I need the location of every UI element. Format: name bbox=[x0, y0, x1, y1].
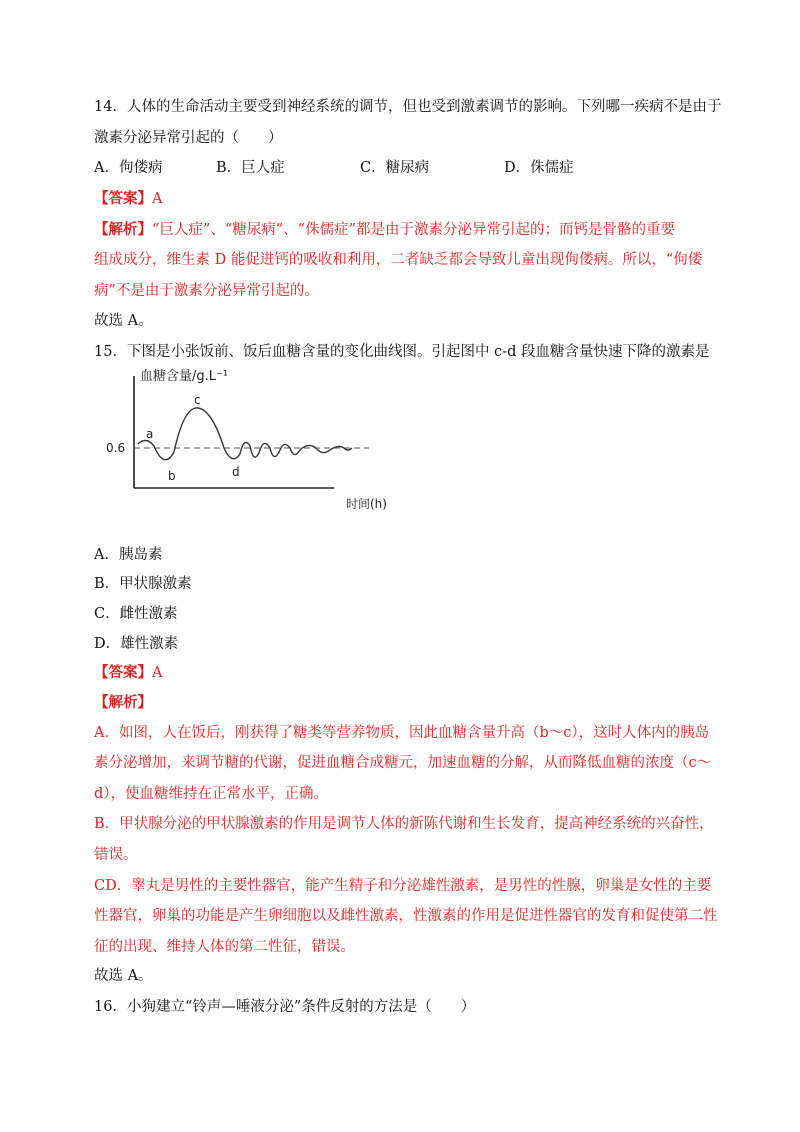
q15-analysis-a-line1: A．如图，人在饭后，刚获得了糖类等营养物质，因此血糖含量升高（b～c），这时人体内的胰岛 bbox=[94, 725, 710, 741]
q15-analysis-tag: 【解析】 bbox=[94, 694, 152, 711]
q15-analysis-a-line3: d），使血糖维持在正常水平，正确。 bbox=[94, 786, 329, 802]
point-label-d: d bbox=[232, 465, 240, 479]
q14-option-d: D．侏儒症 bbox=[504, 160, 574, 176]
analysis-tag: 【解析】 bbox=[94, 221, 152, 238]
q14-analysis-line2: 组成成分，维生素 D 能促进钙的吸收和利用，二者缺乏都会导致儿童出现佝偻病。所以，“佝偻 bbox=[94, 252, 703, 268]
graph-xlabel: 时间(h) bbox=[346, 497, 387, 511]
graph-ylabel: 血糖含量/g.L⁻¹ bbox=[140, 369, 229, 384]
q15-analysis-cd-line2: 性器官，卵巢的功能是产生卵细胞以及雌性激素，性激素的作用是促进性器官的发育和促使第二性 bbox=[94, 908, 718, 924]
analysis-text: “巨人症”、“糖尿病”、“侏儒症”都是由于激素分泌异常引起的；而钙是骨骼的重要 bbox=[152, 222, 675, 238]
blood-sugar-curve bbox=[138, 408, 352, 460]
point-label-a: a bbox=[146, 427, 154, 441]
q14-analysis-line1 bbox=[94, 220, 675, 240]
graph-y-tick: 0.6 bbox=[106, 441, 126, 455]
q15-option-b: B．甲状腺激素 bbox=[94, 576, 192, 592]
blood-sugar-graph bbox=[94, 366, 404, 518]
q15-analysis-cd-line1: CD．睾丸是男性的主要性器官，能产生精子和分泌雄性激素，是男性的性腺，卵巢是女性的主要 bbox=[94, 878, 712, 894]
q14-stem-line1: 14．人体的生命活动主要受到神经系统的调节，但也受到激素调节的影响。下列哪一疾病不是由于 bbox=[94, 99, 722, 115]
q15-option-a: A．胰岛素 bbox=[94, 547, 163, 563]
answer-value: A bbox=[152, 191, 163, 207]
answer-tag: 【答案】 bbox=[94, 190, 152, 207]
q15-option-d: D．雄性激素 bbox=[94, 636, 179, 652]
q16-stem: 16．小狗建立“铃声—唾液分泌”条件反射的方法是（ ） bbox=[94, 999, 476, 1015]
q15-conclusion: 故选 A。 bbox=[94, 968, 153, 984]
q15-stem: 15．下图是小张饭前、饭后血糖含量的变化曲线图。引起图中 c-d 段血糖含量快速下降的激素是 bbox=[94, 344, 710, 360]
q14-option-a: A．佝偻病 bbox=[94, 160, 163, 176]
q14-analysis-line3: 病”不是由于激素分泌异常引起的。 bbox=[94, 283, 319, 299]
q14-options bbox=[94, 158, 574, 178]
q15-analysis-cd-line3: 征的出现、维持人体的第二性征，错误。 bbox=[94, 939, 355, 955]
answer-tag: 【答案】 bbox=[94, 664, 152, 681]
q15-option-c: C．雌性激素 bbox=[94, 606, 178, 622]
q15-analysis-a-line2: 素分泌增加，来调节糖的代谢，促进血糖合成糖元，加速血糖的分解，从而降低血糖的浓度（c～ bbox=[94, 755, 712, 771]
q14-option-b: B．巨人症 bbox=[216, 160, 285, 176]
q14-option-c: C．糖尿病 bbox=[360, 160, 430, 176]
q14-answer bbox=[94, 189, 162, 209]
q14-conclusion: 故选 A。 bbox=[94, 313, 153, 329]
point-label-b: b bbox=[168, 469, 176, 483]
q15-answer bbox=[94, 663, 162, 683]
q15-analysis-b-line2: 错误。 bbox=[94, 847, 138, 863]
q15-analysis-b-line1: B．甲状腺分泌的甲状腺激素的作用是调节人体的新陈代谢和生长发育，提高神经系统的兴奋性， bbox=[94, 816, 714, 832]
answer-value: A bbox=[152, 665, 163, 681]
point-label-c: c bbox=[194, 393, 201, 407]
q14-stem-line2: 激素分泌异常引起的（ ） bbox=[94, 130, 283, 146]
